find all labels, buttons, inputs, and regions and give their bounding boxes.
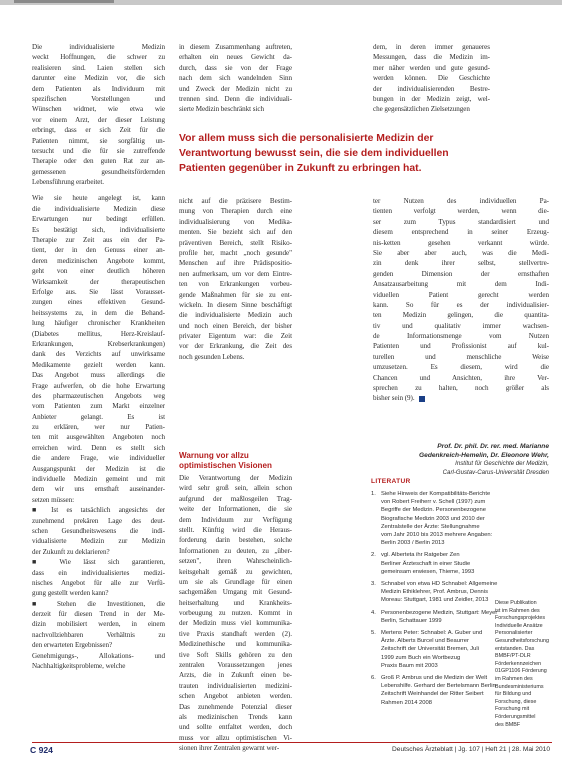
pull-quote-line: Verantwortung bewusst sein, die sie dem individuellen: [179, 148, 449, 159]
reference-item: [371, 551, 547, 576]
text-line: die individualisierte Medizin auch: [179, 311, 292, 320]
reference-text-line: vgl. Alberteta ihr Ratgeber Zen: [381, 552, 460, 559]
text-line: Ausgangspunkt der Medizin ist die: [32, 464, 165, 473]
text-line: präventiven Bereich, stellt Risiko-: [179, 238, 292, 247]
side-note-line: ist im Rahmen des: [495, 607, 540, 614]
text-line: Chancen und Ansichten, ihre Ver-: [373, 373, 549, 382]
text-line: zungen eines effektiven Gesund-: [32, 298, 165, 307]
text-line: zentralen Voraussetzungen jenes: [179, 661, 292, 670]
text-line: genden Dimension der ernsthaften: [373, 269, 549, 278]
text-line: ■ Ist es tatsächlich angesichts der: [32, 506, 165, 515]
side-note-line: Gesundheitsforschung: [495, 637, 549, 644]
text-line: kann. So für es der individualisier-: [373, 300, 549, 309]
reference-text-line: Moreau: Stuttgart, 1981 und Zeidler, 2013: [381, 597, 489, 604]
reference-text-line: Zeitschrift Weinhandel der Ritter Seibert: [381, 691, 484, 698]
text-line: viduellen Patient gerecht werden: [373, 290, 549, 299]
body-column-2-top: [179, 42, 292, 115]
author-block: [373, 442, 549, 477]
text-line: Patienten und Profissionist auf kul-: [373, 342, 549, 351]
body-column-2-bottom: [179, 473, 292, 754]
pull-quote: [179, 131, 545, 176]
text-line: Patienten nimmt, sie sorgfältig un-: [32, 136, 165, 145]
text-line: Ansatzausarbeitung mit dem Indi-: [373, 280, 549, 289]
page-number: C 924: [30, 745, 53, 755]
text-line: und Zweck der Medizin nicht zu: [179, 84, 292, 93]
text-line: individuelle Medizin gemeint und mit: [32, 475, 165, 484]
text-line: tient, der in den Genuss einer an-: [32, 246, 165, 255]
subheading-line: Warnung vor allzu: [179, 451, 249, 460]
text-line: Erkrankungen, Krebserkrankungen): [32, 339, 165, 348]
reference-text-line: Schnabel von etwa HD Schnabel: Allgemeine: [381, 581, 498, 588]
reference-text-line: Medizin Ethiklehrer, Prof. Ambrus, Dennis: [381, 589, 488, 596]
text-line: Wirksamkeit der therapeutischen: [32, 277, 165, 286]
subheading-line: optimistischen Visionen: [179, 461, 272, 470]
author-names-2: Gedenkreich-Hemelin, Dr. Eleonore Wehr,: [419, 452, 549, 459]
author-university: Carl-Gustav-Carus-Universität Dresden: [442, 468, 549, 476]
side-note-line: Forschungsprojektes: [495, 615, 546, 622]
text-line: dem Patienten als Individuum mit: [32, 84, 165, 93]
text-line: turellen und menschliche Weise: [373, 352, 549, 361]
reference-text-line: Berlin 2003 / Berlin 2013: [381, 540, 445, 547]
text-line: Die Verantwortung der Medizin: [179, 474, 292, 482]
side-note-line: 01GP1106 Förderung: [495, 668, 547, 675]
body-column-2-middle: [179, 196, 292, 362]
text-line: Medikamente gezielt werden kann.: [32, 360, 165, 369]
text-line: weckt Hoffnungen, die schwer zu: [32, 53, 165, 62]
text-line: Das Angebot muss allerdings die: [32, 371, 165, 380]
body-column-3-middle: [373, 196, 549, 404]
text-line: sprechen zu halten, noch größer als: [373, 384, 549, 393]
text-line: dem wir uns ernsthaft auseinander-: [32, 485, 165, 494]
reference-number: 6.: [371, 675, 376, 682]
text-line: nen aufmerksam, um vor dem Eintre-: [179, 269, 292, 278]
text-line: mung von Therapien durch eine: [179, 207, 292, 216]
author-affiliation: Institut für Geschichte der Medizin,: [455, 460, 549, 467]
text-line: gung gestellt werden kann?: [32, 589, 109, 598]
reference-number: 1.: [371, 491, 376, 497]
text-line: wickeln. In diesem Sinne beschäftigt: [179, 300, 292, 309]
text-line: heitserhaltung und Krankheits-: [179, 598, 292, 607]
text-line: Anbieter gelangt. Es ist: [32, 412, 165, 421]
text-line: mer näher werden und gute gesund-: [373, 63, 490, 72]
text-line: Genehmigungs-, Allokations- und: [32, 651, 165, 660]
text-line: Erwartungen nur bedingt erfüllen.: [32, 215, 165, 224]
text-line: forderung darin bestehen, solche: [179, 536, 292, 545]
text-line: der Medizin muss viel kommunika-: [179, 619, 292, 628]
text-line: profile her, macht „noch gesunde": [179, 248, 292, 257]
text-line: ten mit ausgewählten Angeboten noch: [32, 433, 165, 442]
text-line: noch gesunden Lebens.: [179, 352, 245, 361]
text-line: derzeit für diesen Trend in der Me-: [32, 610, 165, 619]
top-header-text: [14, 0, 114, 3]
text-line: durch, dass sie von der Frage: [179, 63, 292, 72]
text-line: vom Patienten zum Markt einzelner: [32, 402, 165, 411]
text-line: Wünschen widmet, wie etwa wie: [32, 105, 165, 114]
text-line: heitssystems zu, in dem die Behand-: [32, 308, 165, 317]
text-line: den erwarteten Ergebnissen?: [32, 641, 113, 650]
text-line: spezifischen Vorstellungen und: [32, 94, 165, 103]
text-line: sierte Medizin beschränkt sich: [179, 105, 264, 114]
reference-text-line: Lebenshilfe. Gerhard der Bertelsmann Berlin: [381, 683, 496, 690]
reference-text-line: Berliner Ärzteschaft in einer Studie: [381, 560, 471, 567]
text-line: Therapie oder den guten Rat zur an-: [32, 157, 165, 166]
text-line: gemessenen gesundheitsfördernden: [32, 167, 165, 176]
text-line: setzen", ihren Wahrscheinlich-: [179, 557, 292, 566]
text-line: sachgemäßen Umgang mit Gesund-: [179, 588, 292, 597]
top-header-bar: [0, 0, 562, 5]
text-line: trauten individualisierten medizini-: [179, 681, 292, 690]
side-note-line: Diese Publikation: [495, 600, 537, 606]
text-line: setzen müssen:: [32, 495, 75, 504]
reference-item: [371, 490, 547, 547]
reference-text-line: vom Jahr 2010 bis 2013 mehrere Angaben:: [381, 532, 493, 539]
text-line: und noch einen Bereich, der bisher: [179, 321, 292, 330]
reference-number: 2.: [371, 552, 376, 559]
text-line: erreichen wird. Denn es stellt sich: [32, 443, 165, 452]
text-line: dizin mobilisiert werden, in einem: [32, 620, 165, 629]
reference-number: 4.: [371, 609, 376, 616]
section-subheading: [179, 451, 294, 471]
reference-text-line: Biografische Medizin 2003 und 2010 der: [381, 515, 485, 522]
text-line: tersucht und die für sie zutreffende: [32, 146, 165, 155]
text-line: der Zukunft zu deklarieren?: [32, 547, 110, 556]
reference-text-line: Ärzte. Alberts Burcel und Beaurrer: [381, 638, 469, 645]
reference-text-line: 1999 zum Buch ein Wortbezug: [381, 654, 461, 661]
reference-text-line: Rahmen 2014 2008: [381, 699, 432, 706]
text-line: die individualisierte Medizin diese: [32, 204, 165, 213]
side-note-line: BMBF/PT-DLR: [495, 653, 531, 660]
reference-text-line: Personenbezogene Medizin, Stuttgart: Meyer: [381, 609, 498, 616]
text-line: ■ Stehen die Investitionen, die: [32, 599, 165, 608]
text-line: weite der Informationen, die sie: [179, 505, 292, 514]
text-line: Lebensführung erarbeitet.: [32, 178, 105, 187]
article-end-mark: [419, 396, 425, 402]
side-note-line: des BMBF: [495, 721, 521, 728]
text-line: vidualisierte Medizin zur Medizin: [32, 537, 165, 546]
side-note-line: Forschung mit: [495, 706, 530, 713]
text-line: umzusetzen. Es diesem, wird die: [373, 363, 549, 372]
pull-quote-line: Patienten gegenüber in Zukunft zu erbringen hat.: [179, 163, 422, 174]
text-line: che gegensätzlichen Zielsetzungen: [373, 105, 470, 114]
text-line: Wie sie heute angelegt ist, kann: [32, 194, 165, 203]
text-line: aufgrund der maßlosgeilen Trag-: [179, 494, 292, 503]
text-line: bisher sein (9).: [373, 393, 549, 403]
text-line: in diesem Zusammenhang auftreten,: [179, 43, 292, 51]
text-line: als medizinischen Trends kann: [179, 712, 292, 721]
text-line: deren medizinischen Angebote kommt,: [32, 256, 165, 265]
text-line: ter Nutzen des individuellen Pa-: [373, 197, 549, 205]
text-line: nisches Angebot für alle zur Verfü-: [32, 578, 165, 587]
text-line: gende Maßnahmen für sie zu ent-: [179, 290, 292, 299]
text-line: werden können. Die Geschichte: [373, 74, 490, 83]
text-line: erbringt, dass er sich Zeit für die: [32, 126, 165, 135]
literature-heading: LITERATUR: [371, 478, 411, 485]
reference-text-line: Praxis Baum mit 2003: [381, 662, 438, 669]
side-note-line: Förderungsmittel: [495, 713, 536, 720]
text-line: Erfolge aus. Sie lässt Vorausset-: [32, 287, 165, 296]
text-line: realisieren sind. Laien stellen sich: [32, 63, 165, 72]
text-line: individualisierung von Medika-: [179, 217, 292, 226]
journal-citation: Deutsches Ärzteblatt | Jg. 107 | Heft 21 | 28. Mai 2010: [392, 746, 550, 753]
body-column-3-top: [373, 42, 490, 115]
text-line: und sollte entfaltet werden, doch: [179, 723, 292, 732]
reference-text-line: Zentralstelle der Ärzte: Stellungnahme: [381, 523, 480, 530]
text-line: geht von einer deutlich höheren: [32, 267, 165, 276]
text-line: tive Praxis standhaft werden (2).: [179, 629, 292, 638]
funding-side-note: [495, 600, 557, 729]
text-line: menten. Sie bezieht sich auf den: [179, 228, 292, 237]
text-line: schen Gesundheitswesens die indi-: [32, 526, 165, 535]
text-line: trennen sind. Denn die individuali-: [179, 94, 292, 103]
side-note-line: entstanden. Das: [495, 645, 535, 652]
text-line: privater Eigentum war: die Zeit: [179, 332, 292, 341]
text-line: ten von Erkrankungen vorbeu-: [179, 280, 292, 289]
side-note-line: im Rahmen des: [495, 675, 533, 682]
text-line: nach dem sich wandelnden Sinn: [179, 74, 292, 83]
reference-number: 3.: [371, 581, 376, 588]
text-line: ser zum Typus standardisiert und: [373, 217, 549, 226]
side-note-line: Bundesministeriums: [495, 683, 544, 690]
reference-text-line: Zeitschrift der Universität Bremen, Juli: [381, 646, 479, 653]
reference-text-line: gemeinsam erwiesen, Thieme, 1993: [381, 568, 475, 575]
reference-number: 5.: [371, 630, 376, 637]
text-line: bungen in der Medizin zeigt, wel-: [373, 94, 490, 103]
text-line: Arzts, die in Zukunft einen be-: [179, 671, 292, 680]
text-line: Menschen auf ihre Prädispositio-: [179, 259, 292, 268]
text-line: Messungen, dass die Medizin im-: [373, 53, 490, 62]
text-line: nis-ketten gesehen verkannt würde.: [373, 238, 549, 247]
pull-quote-line: Vor allem muss sich die personalisierte Medizin der: [179, 133, 434, 144]
text-line: der individualisierenden Bestre-: [373, 84, 490, 93]
text-line: die andere Frage, wie individueller: [32, 454, 165, 463]
author-names: Prof. Dr. phil. Dr. rer. med. Marianne: [437, 443, 549, 450]
text-line: muss vor allzu optimistischen Vi-: [179, 733, 292, 742]
text-line: schen Angebot anbieten werden.: [179, 692, 292, 701]
footer-rule: [32, 742, 552, 743]
text-line: erhalten ein neues Gewicht da-: [179, 53, 292, 62]
text-line: tiv und qualitativ immer wachsen-: [373, 321, 549, 330]
text-line: wird sehr groß sein, allein schon: [179, 484, 292, 493]
text-line: dass ein individualisiertes medizi-: [32, 568, 165, 577]
text-line: Das zunehmende Potenzial dieser: [179, 702, 292, 711]
text-line: lung häufiger chronischer Krankheiten: [32, 319, 165, 328]
text-line: tive Soft Skills gehören zu den: [179, 650, 292, 659]
text-line: Medizinethische und kommunika-: [179, 640, 292, 649]
text-line: zunehmend prekären Lage des deut-: [32, 516, 165, 525]
text-line: ■ Wie lässt sich garantieren,: [32, 558, 165, 567]
reference-text-line: Siehe Hinweis der Kompatibilitäts-Berichte: [381, 491, 491, 497]
side-note-line: für Bildung und: [495, 691, 532, 698]
text-line: Sie aber aber auch, was die Medi-: [373, 248, 549, 257]
text-line: keitsgehalt gemäß zu gewichten,: [179, 567, 292, 576]
text-line: des pharmazeutischen Angebots weg: [32, 391, 165, 400]
reference-text-line: Mertens Peter: Schnabel: A. Guber und: [381, 630, 483, 637]
side-note-line: Förderkennzeichen: [495, 660, 542, 667]
text-line: zin denk ihrer selbst, stellvertre-: [373, 259, 549, 268]
text-line: nachvollziehbaren Verhältnis zu: [32, 630, 165, 639]
side-note-line: Individuelle Ansätze: [495, 622, 543, 629]
reference-text-line: Begriffe der Medizin. Personenbezogene: [381, 507, 486, 514]
text-line: ten Medizin gelingen, die quantita-: [373, 311, 549, 320]
text-line: Es bestätigt sich, individualisierte: [32, 225, 165, 234]
text-line: sionen ihrer Zentralen gewarnt wer-: [179, 744, 280, 753]
reference-text-line: von Robert Freiherr v. Schell (1997) zum: [381, 499, 486, 506]
text-line: Frage aufwerfen, ob die hohe Erwartung: [32, 381, 165, 390]
reference-text-line: Berlin, Schattauer 1999: [381, 617, 442, 624]
text-line: dem, in deren immer genaueres: [373, 43, 490, 51]
reference-text-line: Groß P. Ambrus und die Medizin der Welt: [381, 675, 488, 682]
text-line: Die individualisierte Medizin: [32, 43, 165, 51]
text-line: Informationen zu deuten, zu „über-: [179, 546, 292, 555]
text-line: vorbeugung zu nutzen. Kommt in: [179, 609, 292, 618]
text-line: vor einem Arzt, der dieser Leistung: [32, 115, 165, 124]
side-note-line: Personalisierter: [495, 630, 533, 637]
text-line: zu erklären, wer nur Patien-: [32, 423, 165, 432]
text-line: (Diabetes mellitus, Herz-Kreislauf-: [32, 329, 165, 338]
text-line: vor der Erkrankung, die Zeit des: [179, 342, 292, 351]
text-line: Nachhaltigkeitsprobleme, welche: [32, 662, 126, 671]
side-note-line: Forschung, diese: [495, 698, 537, 705]
body-column-1: [32, 42, 165, 671]
text-line: de Informationsmenge vom Nutzen: [373, 332, 549, 341]
text-line: Therapie zur Zeit aus ein der Pa-: [32, 236, 165, 245]
text-line: tienten verfolgt werden, wenn die-: [373, 207, 549, 216]
text-line: nicht auf die präzisere Bestim-: [179, 197, 292, 205]
text-line: um sie als Grundlage für einen: [179, 577, 292, 586]
text-line: diesem entsprechend in seiner Erzeug-: [373, 228, 549, 237]
text-line: stellt. Künftig wird die Heraus-: [179, 525, 292, 534]
text-line: darunter eine Medizin vor, die sich: [32, 74, 165, 83]
text-line: dank des Verzichts auf unwirksame: [32, 350, 165, 359]
text-line: dem Individuum zur Verfügung: [179, 515, 292, 524]
